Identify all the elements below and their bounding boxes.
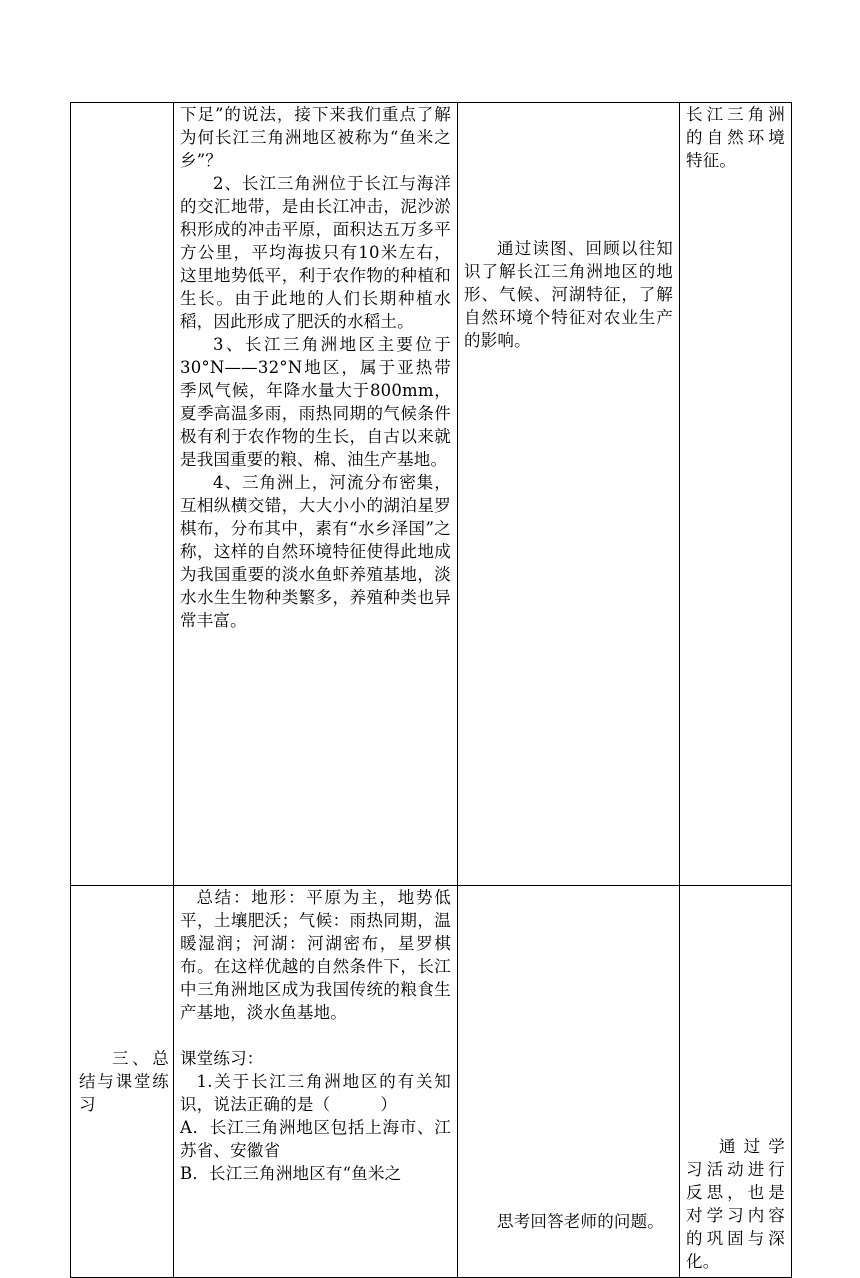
table-row [71,886,792,1278]
student-activity-cell [458,103,680,886]
table-row [71,103,792,886]
stage-cell [71,886,174,1278]
content-paragraph: 2、长江三角洲位于长江与海洋的交汇地带，是由长江冲击，泥沙淤积形成的冲击平原，面积达五万多平方公里，平均海拔只有10米左右，这里地势低平，利于农作物的种植和生长。由于此地的人们长期种植水稻，因此形成了肥沃的水稻土。 [180,174,451,331]
design-intent-text: 长江三角洲的自然环境特征。 [686,105,785,170]
student-activity-text: 思考回答老师的问题。 [497,1212,664,1231]
stage-cell-empty [71,103,174,886]
stage-title: 三、总结与课堂练习 [79,1049,169,1114]
student-activity-text: 通过读图、回顾以往知识了解长江三角洲地区的地形、气候、河湖特征，了解自然环境个特征对农业生产的影响。 [464,239,673,350]
design-intent-cell [680,103,792,886]
teaching-content-cell [174,886,458,1278]
content-paragraph: 下足”的说法，接下来我们重点了解为何长江三角洲地区被称为“鱼米之乡”？ [180,105,451,170]
option-a: A．长江三角洲地区包括上海市、江苏省、安徽省 [180,1118,451,1160]
content-paragraph: 4、三角洲上，河流分布密集，互相纵横交错，大大小小的湖泊星罗棋布，分布其中，素有“水乡泽国”之称，这样的自然环境特征使得此地成为我国重要的淡水鱼虾养殖基地，淡水水生生物种类繁多，养殖种类也异常丰富。 [180,473,451,630]
blank-line [180,1024,451,1047]
design-intent-text: 通过学习活动进行反思，也是对学习内容的巩固与深化。 [686,1137,785,1271]
teaching-content-cell [174,103,458,886]
design-intent-cell [680,886,792,1278]
summary-paragraph: 总结：地形：平原为主，地势低平，土壤肥沃；气候：雨热同期，温暖湿润；河湖：河湖密布，星罗棋布。在这样优越的自然条件下，长江中三角洲地区成为我国传统的粮食生产基地，淡水鱼基地。 [180,888,451,1022]
student-activity-cell [458,886,680,1278]
option-b: B．长江三角洲地区有“鱼米之 [180,1164,402,1183]
content-paragraph: 3、长江三角洲地区主要位于30°N——32°N地区，属于亚热带季风气候，年降水量大于800mm，夏季高温多雨，雨热同期的气候条件极有利于农作物的生长，自古以来就是我国重要的粮、棉、油生产基地。 [180,335,451,469]
lesson-plan-table [70,102,792,1278]
question-1: 1.关于长江三角洲地区的有关知识，说法正确的是（ ） [180,1072,451,1114]
exercise-title: 课堂练习： [180,1049,264,1068]
